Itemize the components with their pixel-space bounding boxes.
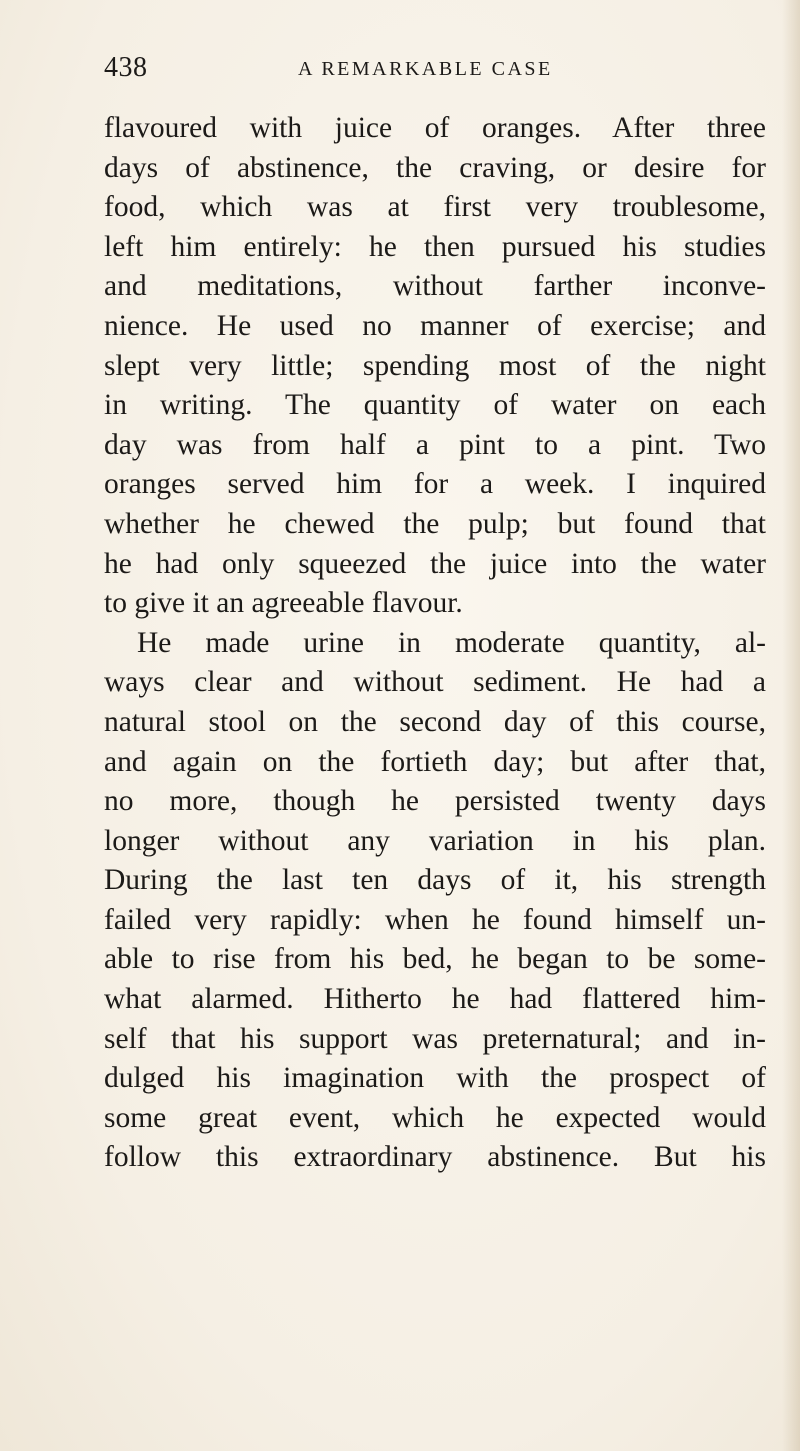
text-line: nience. He used no manner of exercise; and (104, 309, 766, 342)
text-line: natural stool on the second day of this course, (104, 705, 766, 738)
text-line: He made urine in moderate quantity, al- (137, 626, 766, 659)
text-line: day was from half a pint to a pint. Two (104, 428, 766, 461)
text-line: he had only squeezed the juice into the water (104, 547, 766, 580)
page-edge-shadow (782, 0, 800, 1451)
text-line: days of abstinence, the craving, or desire for (104, 151, 766, 184)
text-line: During the last ten days of it, his strength (104, 864, 766, 897)
text-line: slept very little; spending most of the night (104, 349, 766, 382)
text-line: ways clear and without sediment. He had a (104, 666, 766, 699)
text-line: whether he chewed the pulp; but found that (104, 507, 766, 540)
text-line: and meditations, without farther inconve- (104, 270, 766, 303)
text-line: oranges served him for a week. I inquired (104, 468, 766, 501)
text-line: and again on the fortieth day; but after that, (104, 745, 766, 778)
text-line: self that his support was preternatural; and in- (104, 1022, 766, 1055)
text-line: longer without any variation in his plan. (104, 824, 766, 857)
text-line: flavoured with juice of oranges. After three (104, 112, 766, 144)
page-number: 438 (104, 52, 148, 83)
text-line: food, which was at first very troublesome, (104, 191, 766, 224)
text-line: dulged his imagination with the prospect of (104, 1062, 766, 1095)
text-line: no more, though he persisted twenty days (104, 785, 766, 818)
running-title: A REMARKABLE CASE (298, 58, 553, 80)
text-line: in writing. The quantity of water on each (104, 389, 766, 422)
text-line: some great event, which he expected would (104, 1101, 766, 1134)
body-text (104, 109, 766, 1178)
text-line: left him entirely: he then pursued his studies (104, 230, 766, 263)
text-line: failed very rapidly: when he found himself un- (104, 903, 766, 936)
text-line: able to rise from his bed, he began to be some- (104, 943, 766, 976)
text-line: to give it an agreeable flavour. (104, 587, 463, 620)
running-head (104, 52, 764, 92)
text-line: what alarmed. Hitherto he had flattered him- (104, 983, 766, 1016)
text-line: follow this extraordinary abstinence. But his (104, 1141, 766, 1174)
